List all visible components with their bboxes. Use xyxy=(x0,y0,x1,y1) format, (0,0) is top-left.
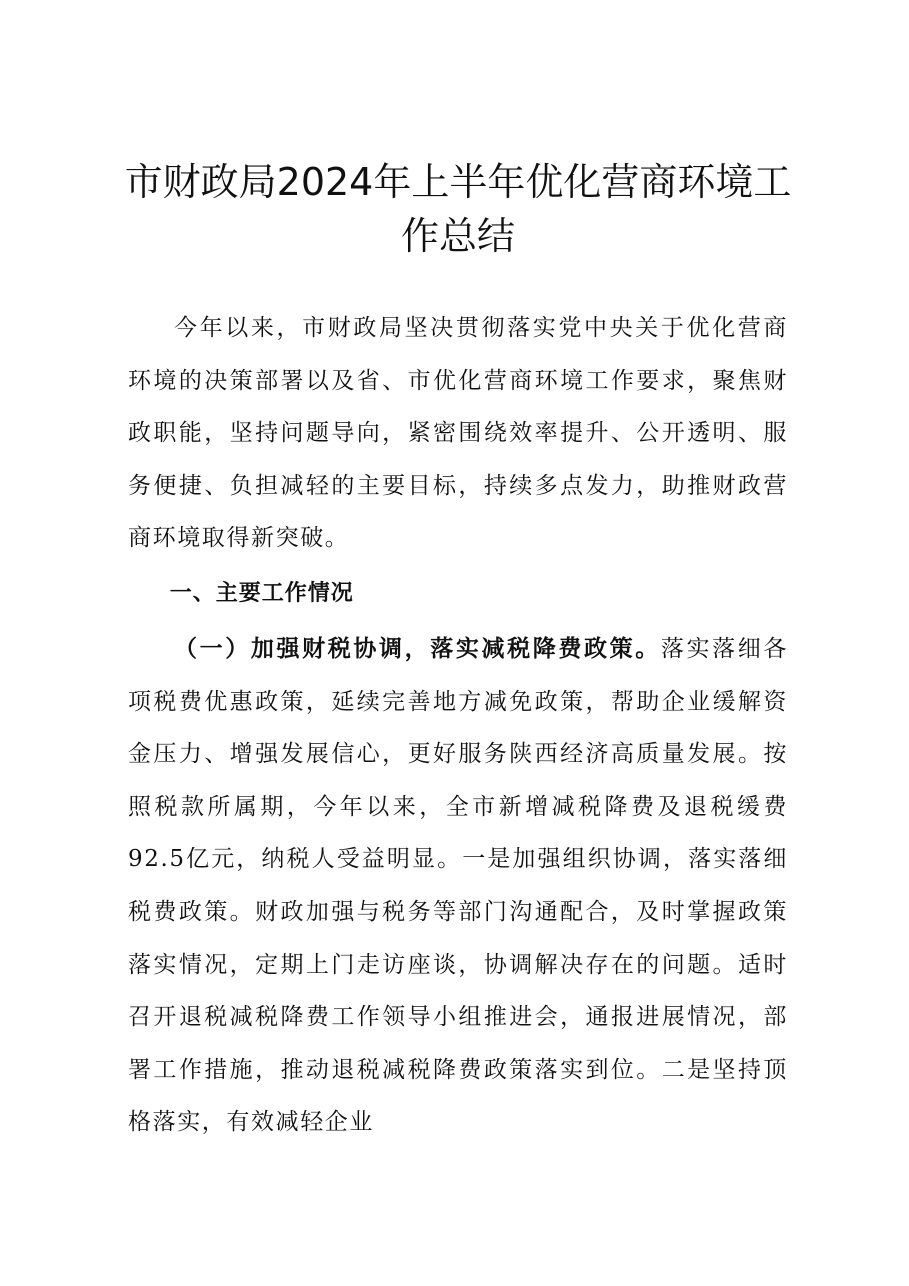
document-title: 市财政局2024年上半年优化营商环境工作总结 xyxy=(124,160,792,258)
subsection-heading: （一）加强财税协调，落实减税降费政策。 xyxy=(174,635,661,662)
intro-paragraph: 今年以来，市财政局坚决贯彻落实党中央关于优化营商环境的决策部署以及省、市优化营商环境工作要求，聚焦财政职能，坚持问题导向，紧密围绕效率提升、公开透明、服务便捷、负担减轻的主要目标，持续多点发力，助推财政营商环境取得新突破。 xyxy=(128,315,788,552)
section-heading: 一、主要工作情况 xyxy=(169,580,354,606)
document-body xyxy=(128,302,788,1149)
subsection-body: 落实落细各项税费优惠政策，延续完善地方减免政策，帮助企业缓解资金压力、增强发展信心，更好服务陕西经济高质量发展。按照税款所属期，今年以来，全市新增减税降费及退税缓费92.5亿元，纳税人受益明显。一是加强组织协调，落实落细税费政策。财政加强与税务等部门沟通配合，及时掌握政策落实情况，定期上门走访座谈，协调解决存在的问题。适时召开退税减税降费工作领导小组推进会，通报进展情况，部署工作措施，推动退税减税降费政策落实到位。二是坚持顶格落实，有效减轻企业 xyxy=(128,635,788,1136)
subsection-paragraph xyxy=(128,623,788,1149)
